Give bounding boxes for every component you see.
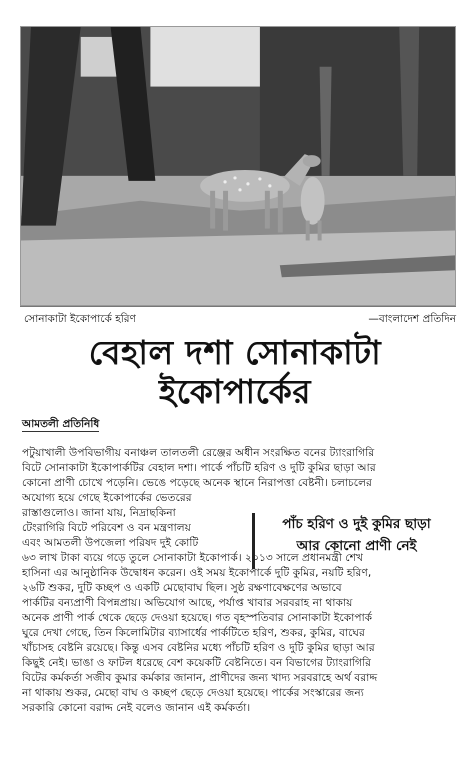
body-line: খাঁচাসহ বেষ্টনি রয়েছে। কিন্তু এসব বেষ্টনির মধ্যে পাঁচটি হরিণ ও দুটি কুমির ছাড়া আর — [22, 641, 375, 654]
byline: আমতলী প্রতিনিধি — [22, 418, 100, 430]
body-line: না থাকায় শুকর, মেছো বাঘ ও কচ্ছপ ছেড়ে দেওয়া হয়েছে। পার্কের সংস্কারের জন্য — [22, 686, 364, 699]
body-line: অনেক প্রাণী পার্ক থেকে ছেড়ে দেওয়া হয়েছে। গত বৃহস্পতিবার সোনাকাটা ইকোপার্ক — [22, 611, 373, 624]
headline-line-2: ইকোপার্কের — [158, 372, 312, 411]
photo-caption: সোনাকাটা ইকোপার্কে হরিণ — [24, 313, 136, 325]
pull-quote-line-2: আর কোনো প্রাণী নেই — [296, 538, 417, 554]
body-line: কোনো প্রাণী চোখে পড়েনি। ভেঙে পড়েছে অনেক স্থানে নিরাপত্তা বেষ্টনী। চলাচলের — [22, 476, 372, 489]
forest-scene-image — [21, 27, 455, 305]
body-line: কিছুই নেই। ভাঙা ও ফাটল ধরেছে বেশ কয়েকটি বেষ্টনিতে। বন বিভাগের ট্যাংরাগিরি — [22, 656, 372, 669]
photo-credit: —বাংলাদেশ প্রতিদিন — [368, 313, 456, 325]
body-line: ৬৩ লাখ টাকা ব্যয়ে গড়ে তুলে সোনাকাটা ইকোপার্ক। ২০১৩ সালে প্রধানমন্ত্রী শেখ — [22, 551, 363, 564]
body-line: পটুয়াখালী উপবিভাগীয় বনাঞ্চল তালতলী রেঞ্জের অধীন সংরক্ষিত বনের ট্যাংরাগিরি — [22, 446, 375, 459]
body-line: পার্কটির বন্যপ্রাণী বিপন্নপ্রায়। অভিযোগ আছে, পর্যাপ্ত খাবার সরবরাহ না থাকায় — [22, 596, 353, 609]
body-line: টেংরাগিরি বিটে পরিবেশ ও বন মন্ত্রণালয় — [22, 521, 191, 534]
body-line: বিটের কর্মকর্তা সজীব কুমার কর্মকার জানান, প্রাণীদের জন্য খাদ্য সরবরাহে অর্থ বরাদ্দ — [22, 671, 378, 684]
pull-quote — [252, 513, 452, 569]
body-line: বিটে সোনাকাটা ইকোপার্কটির বেহাল দশা। পার্কে পাঁচটি হরিণ ও দুটি কুমির ছাড়া আর — [22, 461, 376, 474]
deer-photo — [20, 26, 456, 306]
headline-line-1: বেহাল দশা সোনাকাটা — [88, 333, 382, 372]
body-line: রাস্তাগুলোও। জানা যায়, নিদ্রাছকিনা — [22, 506, 176, 519]
body-line: এবং আমতলী উপজেলা পরিষদ দুই কোটি — [22, 536, 199, 549]
body-line: ২৬টি শুকর, দুটি কচ্ছপ ও একটি মেছোবাঘ ছিল। সুষ্ঠ রক্ষণাবেক্ষণের অভাবে — [22, 581, 342, 594]
pull-quote-line-1: পাঁচ হরিণ ও দুই কুমির ছাড়া — [282, 516, 431, 532]
body-line: সরকারি কোনো বরাদ্দ নেই বলেও জানান এই কর্মকর্তা। — [22, 701, 251, 714]
body-line: ঘুরে দেখা গেছে, তিন কিলোমিটার ব্যাসার্ধের পার্কটিতে হরিণ, শুকর, কুমির, বাঘের — [22, 626, 365, 639]
body-line: হাসিনা এর আনুষ্ঠানিক উদ্বোধন করেন। ওই সময় ইকোপার্কে দুটি কুমির, নয়টি হরিণ, — [22, 566, 372, 579]
body-line: অযোগ্য হয়ে গেছে ইকোপার্কের ভেতরের — [22, 491, 192, 504]
photo-rule — [20, 306, 456, 307]
